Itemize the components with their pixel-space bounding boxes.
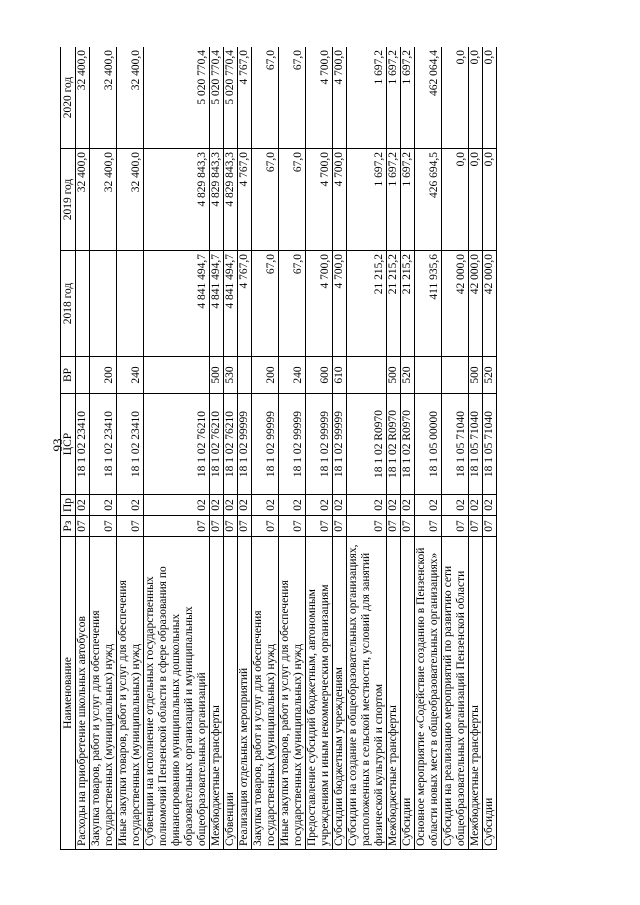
header-name: Наименование bbox=[61, 537, 76, 850]
table-row bbox=[252, 47, 279, 850]
cell-2018 bbox=[117, 251, 144, 357]
cell-2019: 32 400,0 bbox=[90, 149, 117, 251]
table-row bbox=[347, 47, 387, 850]
cell-name: Иные закупки товаров, работ и услуг для обеспечения государственных (муниципальных) нужд bbox=[279, 537, 306, 850]
header-rz: Рз bbox=[61, 516, 76, 537]
cell-vr: 500 bbox=[210, 357, 224, 394]
cell-rz: 07 bbox=[469, 516, 483, 537]
cell-2020: 67,0 bbox=[252, 47, 279, 149]
cell-2020: 1 697,2 bbox=[387, 47, 401, 149]
cell-pr: 02 bbox=[306, 495, 333, 516]
cell-2019: 426 694,5 bbox=[415, 149, 442, 251]
cell-rz: 07 bbox=[224, 516, 238, 537]
cell-pr: 02 bbox=[333, 495, 347, 516]
cell-2018: 42 000,0 bbox=[483, 251, 497, 357]
cell-2020: 4 767,0 bbox=[238, 47, 252, 149]
cell-2019: 0,0 bbox=[483, 149, 497, 251]
cell-csr: 18 1 02 23410 bbox=[117, 394, 144, 495]
cell-vr bbox=[442, 357, 469, 394]
cell-vr: 240 bbox=[279, 357, 306, 394]
cell-2019: 4 767,0 bbox=[238, 149, 252, 251]
cell-vr: 500 bbox=[387, 357, 401, 394]
table-row bbox=[144, 47, 210, 850]
cell-vr bbox=[415, 357, 442, 394]
cell-pr: 02 bbox=[279, 495, 306, 516]
cell-rz: 07 bbox=[442, 516, 469, 537]
cell-vr: 200 bbox=[252, 357, 279, 394]
cell-rz: 07 bbox=[347, 516, 387, 537]
cell-rz: 07 bbox=[76, 516, 90, 537]
cell-2019: 4 829 843,3 bbox=[144, 149, 210, 251]
cell-name: Закупка товаров, работ и услуг для обеспечения государственных (муниципальных) нужд bbox=[252, 537, 279, 850]
cell-2019: 4 700,0 bbox=[333, 149, 347, 251]
cell-name: Субсидии bbox=[401, 537, 415, 850]
cell-pr: 02 bbox=[387, 495, 401, 516]
cell-csr: 18 1 02 R0970 bbox=[401, 394, 415, 495]
table-row bbox=[76, 47, 90, 850]
header-2018: 2018 год bbox=[61, 251, 76, 357]
cell-2019: 4 829 843,3 bbox=[210, 149, 224, 251]
cell-csr: 18 1 02 76210 bbox=[144, 394, 210, 495]
cell-pr: 02 bbox=[90, 495, 117, 516]
table-row bbox=[469, 47, 483, 850]
cell-pr: 02 bbox=[224, 495, 238, 516]
cell-rz: 07 bbox=[117, 516, 144, 537]
cell-2020: 67,0 bbox=[279, 47, 306, 149]
cell-csr: 18 1 02 99999 bbox=[238, 394, 252, 495]
cell-2020: 0,0 bbox=[469, 47, 483, 149]
cell-vr bbox=[347, 357, 387, 394]
cell-2018 bbox=[90, 251, 117, 357]
cell-rz: 07 bbox=[210, 516, 224, 537]
cell-2020: 5 020 770,4 bbox=[144, 47, 210, 149]
cell-vr: 240 bbox=[117, 357, 144, 394]
cell-name: Субсидии на реализацию мероприятий по развитию сети общеобразовательных организаций Пензенской области bbox=[442, 537, 469, 850]
cell-rz: 07 bbox=[483, 516, 497, 537]
cell-name: Субсидии бюджетным учреждениям bbox=[333, 537, 347, 850]
cell-name: Субсидии bbox=[483, 537, 497, 850]
cell-2019: 1 697,2 bbox=[387, 149, 401, 251]
cell-csr: 18 1 02 R0970 bbox=[387, 394, 401, 495]
cell-2018: 21 215,2 bbox=[347, 251, 387, 357]
cell-csr: 18 1 02 23410 bbox=[76, 394, 90, 495]
header-2019: 2019 год bbox=[61, 149, 76, 251]
cell-2019: 0,0 bbox=[469, 149, 483, 251]
cell-csr: 18 1 05 71040 bbox=[442, 394, 469, 495]
header-vr: ВР bbox=[61, 357, 76, 394]
cell-vr bbox=[144, 357, 210, 394]
cell-vr: 530 bbox=[224, 357, 238, 394]
cell-name: Субвенции на исполнение отдельных государственных полномочий Пензенской области в сфере образования по финансированию муниципальных дошкольных образовательных организаций и муниципальных общеобразовательных организаций bbox=[144, 537, 210, 850]
cell-csr: 18 1 02 23410 bbox=[90, 394, 117, 495]
cell-rz: 07 bbox=[333, 516, 347, 537]
cell-csr: 18 1 02 76210 bbox=[224, 394, 238, 495]
cell-2018: 21 215,2 bbox=[387, 251, 401, 357]
cell-name: Реализация отдельных мероприятий bbox=[238, 537, 252, 850]
cell-2019: 67,0 bbox=[279, 149, 306, 251]
cell-rz: 07 bbox=[401, 516, 415, 537]
cell-2018: 42 000,0 bbox=[442, 251, 469, 357]
cell-2018: 4 841 494,7 bbox=[224, 251, 238, 357]
cell-2020: 1 697,2 bbox=[401, 47, 415, 149]
cell-2018: 411 935,6 bbox=[415, 251, 442, 357]
cell-2019: 0,0 bbox=[442, 149, 469, 251]
cell-pr: 02 bbox=[347, 495, 387, 516]
cell-csr: 18 1 05 71040 bbox=[483, 394, 497, 495]
cell-name: Субвенции bbox=[224, 537, 238, 850]
cell-csr: 18 1 02 99999 bbox=[306, 394, 333, 495]
table-row bbox=[401, 47, 415, 850]
cell-vr: 500 bbox=[469, 357, 483, 394]
cell-2019: 32 400,0 bbox=[76, 149, 90, 251]
header-csr: ЦСР bbox=[61, 394, 76, 495]
table-row bbox=[306, 47, 333, 850]
cell-2018: 42 000,0 bbox=[469, 251, 483, 357]
table-row bbox=[117, 47, 144, 850]
budget-table bbox=[60, 47, 497, 850]
cell-pr: 02 bbox=[144, 495, 210, 516]
cell-pr: 02 bbox=[210, 495, 224, 516]
cell-name: Иные закупки товаров, работ и услуг для обеспечения государственных (муниципальных) нужд bbox=[117, 537, 144, 850]
cell-pr: 02 bbox=[469, 495, 483, 516]
cell-name: Закупка товаров, работ и услуг для обеспечения государственных (муниципальных) нужд bbox=[90, 537, 117, 850]
cell-vr bbox=[238, 357, 252, 394]
cell-vr: 520 bbox=[401, 357, 415, 394]
cell-csr: 18 1 02 99999 bbox=[333, 394, 347, 495]
cell-csr: 18 1 05 00000 bbox=[415, 394, 442, 495]
cell-vr: 600 bbox=[306, 357, 333, 394]
cell-name: Предоставление субсидий бюджетным, автономным учреждениям и иным некоммерческим организациям bbox=[306, 537, 333, 850]
cell-vr bbox=[76, 357, 90, 394]
cell-2018: 4 841 494,7 bbox=[210, 251, 224, 357]
cell-pr: 02 bbox=[483, 495, 497, 516]
cell-rz: 07 bbox=[252, 516, 279, 537]
cell-rz: 07 bbox=[90, 516, 117, 537]
cell-2018: 21 215,2 bbox=[401, 251, 415, 357]
cell-2019: 32 400,0 bbox=[117, 149, 144, 251]
cell-2020: 462 064,4 bbox=[415, 47, 442, 149]
cell-2020: 5 020 770,4 bbox=[210, 47, 224, 149]
header-2020: 2020 год bbox=[61, 47, 76, 149]
cell-2018: 67,0 bbox=[252, 251, 279, 357]
cell-2020: 32 400,0 bbox=[76, 47, 90, 149]
cell-rz: 07 bbox=[238, 516, 252, 537]
cell-2018 bbox=[76, 251, 90, 357]
cell-name: Субсидии на создание в общеобразовательных организациях, расположенных в сельской местности, условий для занятий физической культурой и спортом bbox=[347, 537, 387, 850]
cell-2018: 4 700,0 bbox=[306, 251, 333, 357]
cell-2018: 4 767,0 bbox=[238, 251, 252, 357]
cell-2020: 32 400,0 bbox=[90, 47, 117, 149]
cell-rz: 07 bbox=[387, 516, 401, 537]
table-row bbox=[483, 47, 497, 850]
cell-2020: 1 697,2 bbox=[347, 47, 387, 149]
cell-2019: 1 697,2 bbox=[347, 149, 387, 251]
cell-pr: 02 bbox=[252, 495, 279, 516]
cell-rz: 07 bbox=[279, 516, 306, 537]
cell-name: Межбюджетные трансферты bbox=[469, 537, 483, 850]
table-row bbox=[224, 47, 238, 850]
table-row bbox=[238, 47, 252, 850]
table-row bbox=[210, 47, 224, 850]
cell-rz: 07 bbox=[415, 516, 442, 537]
table-row bbox=[415, 47, 442, 850]
cell-2019: 4 829 843,3 bbox=[224, 149, 238, 251]
table-row bbox=[90, 47, 117, 850]
cell-2019: 4 700,0 bbox=[306, 149, 333, 251]
cell-vr: 520 bbox=[483, 357, 497, 394]
cell-2020: 4 700,0 bbox=[306, 47, 333, 149]
table-row bbox=[387, 47, 401, 850]
cell-2018: 67,0 bbox=[279, 251, 306, 357]
table-row bbox=[279, 47, 306, 850]
cell-pr: 02 bbox=[442, 495, 469, 516]
budget-table-container bbox=[60, 47, 582, 850]
cell-name: Расходы на приобретение школьных автобусов bbox=[76, 537, 90, 850]
cell-2020: 0,0 bbox=[483, 47, 497, 149]
table-row bbox=[333, 47, 347, 850]
cell-2020: 32 400,0 bbox=[117, 47, 144, 149]
cell-pr: 02 bbox=[76, 495, 90, 516]
cell-pr: 02 bbox=[415, 495, 442, 516]
cell-2020: 4 700,0 bbox=[333, 47, 347, 149]
cell-2020: 0,0 bbox=[442, 47, 469, 149]
cell-csr: 18 1 02 99999 bbox=[252, 394, 279, 495]
cell-csr: 18 1 05 71040 bbox=[469, 394, 483, 495]
cell-2020: 5 020 770,4 bbox=[224, 47, 238, 149]
cell-rz: 07 bbox=[306, 516, 333, 537]
cell-name: Межбюджетные трансферты bbox=[210, 537, 224, 850]
cell-name: Межбюджетные трансферты bbox=[387, 537, 401, 850]
cell-2019: 67,0 bbox=[252, 149, 279, 251]
cell-csr: 18 1 02 R0970 bbox=[347, 394, 387, 495]
cell-rz: 07 bbox=[144, 516, 210, 537]
cell-pr: 02 bbox=[117, 495, 144, 516]
table-body bbox=[76, 47, 497, 850]
cell-csr: 18 1 02 99999 bbox=[279, 394, 306, 495]
cell-2018: 4 841 494,7 bbox=[144, 251, 210, 357]
cell-2018: 4 700,0 bbox=[333, 251, 347, 357]
page-number: 93 bbox=[50, 438, 65, 452]
header-pr: Пр bbox=[61, 495, 76, 516]
cell-vr: 200 bbox=[90, 357, 117, 394]
header-row bbox=[61, 47, 76, 850]
table-row bbox=[442, 47, 469, 850]
cell-vr: 610 bbox=[333, 357, 347, 394]
cell-pr: 02 bbox=[238, 495, 252, 516]
cell-2019: 1 697,2 bbox=[401, 149, 415, 251]
rotated-table bbox=[60, 47, 582, 850]
cell-pr: 02 bbox=[401, 495, 415, 516]
cell-csr: 18 1 02 76210 bbox=[210, 394, 224, 495]
cell-name: Основное мероприятие «Содействие созданию в Пензенской области новых мест в общеобразовательных организациях» bbox=[415, 537, 442, 850]
